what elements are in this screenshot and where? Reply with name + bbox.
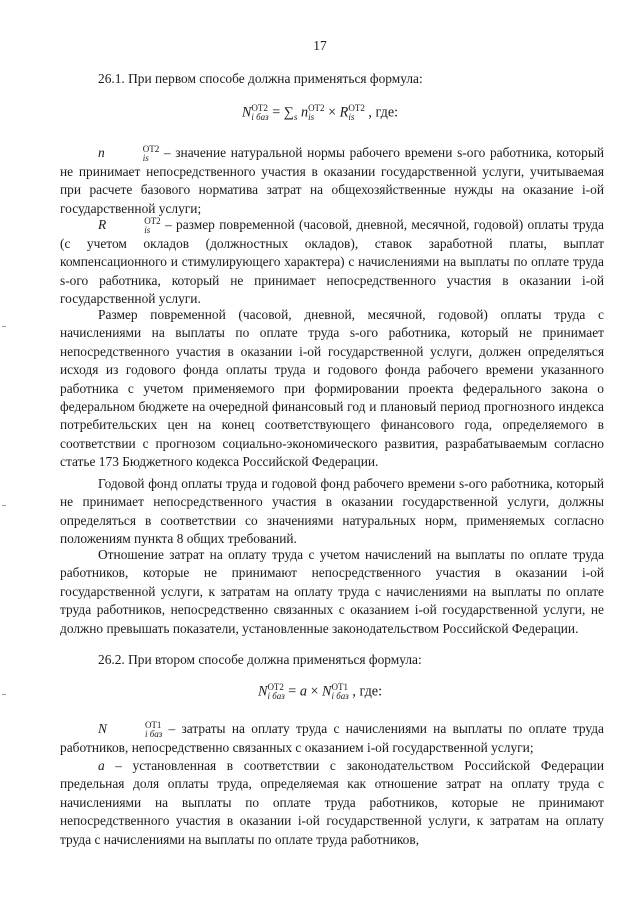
scan-margin-marks (0, 0, 10, 905)
paragraph-annual-fund: Годовой фонд оплаты труда и годовой фонд рабочего времени s-ого работника, который не принимает непосредственного участия в оказании государственной услуги, должны определяться в соответствии со значениями натуральных норм, применяемых согласно положениям пункта 8 общих требований. (60, 476, 604, 547)
section-26-1-intro: 26.1. При первом способе должна применяться формула: (98, 71, 423, 86)
definition-n-ot1: N ОТ1 i баз – затраты на оплату труда с начислениями на выплаты по оплате труда работников, непосредственно связанных с оказанием i-ой государственной услуги; (60, 719, 604, 755)
formula-2: N ОТ2 i баз = a × N ОТ1 i баз , где: (257, 682, 383, 701)
paragraph-wage-size: Размер повременной (часовой, дневной, месячной, годовой) оплаты труда с начислениями на выплаты по оплате труда s-ого работника, который не принимает непосредственного участия в оказании i-ой государственной услуги, должен определяться исходя из годового фонда оплаты труда и годового фонда рабочего времени указанного работника с учетом применяемого при формировании проекта федерального закона о федеральном бюджете на очередной финансовый год и плановый период прогнозного индекса потребительских цен на конец соответствующего финансового года, определяемого в соответствии с прогнозом социально-экономического развития, разрабатываемым согласно статье 173 Бюджетного кодекса Российской Федерации. (60, 307, 604, 470)
definition-r-ot2: R ОТ2 is – размер повременной (часовой, дневной, месячной, годовой) оплаты труда (с учетом окладов (должностных окладов), ставок заработной платы, выплат компенсационного и стимулирующего характера) с начислениями на выплаты по оплате труда s-ого работника, который не принимает непосредственного участия в оказании i-ой государственной услуги. (60, 215, 604, 307)
definition-n-ot2: n ОТ2 is – значение натуральной нормы рабочего времени s-ого работника, который не принимает непосредственного участия в оказании государственной услуги, учитываемая при расчете базового норматива затрат на общехозяйственные нужды на оказание i-ой государственной услуги; (60, 143, 604, 216)
definition-a: a – установленная в соответствии с законодательством Российской Федерации предельная доля оплаты труда, определяемая как отношение затрат на оплату труда с начислениями на выплаты по оплате труда работников, которые не принимают непосредственного участия в оказании i-ой государственной услуги, к затратам на оплату труда с начислениями на выплаты по оплате труда работников, (60, 758, 604, 847)
page-number: 17 (313, 38, 327, 53)
paragraph-cost-ratio: Отношение затрат на оплату труда с учетом начислений на выплаты по оплате труда работников, которые не принимают непосредственного участия в оказании i-ой государственной услуги, к затратам на оплату труда с начислениями на выплаты по оплате труда работников, непосредственно связанных с оказанием i-ой государственной услуги, не должно превышать показатели, установленные законодательством Российской Федерации. (60, 547, 604, 636)
formula-1: N ОТ2 i баз = $\sum_s$ n ОТ2 is × R ОТ2 is , где: (241, 103, 399, 123)
section-26-2-intro: 26.2. При втором способе должна применяться формула: (98, 652, 422, 667)
